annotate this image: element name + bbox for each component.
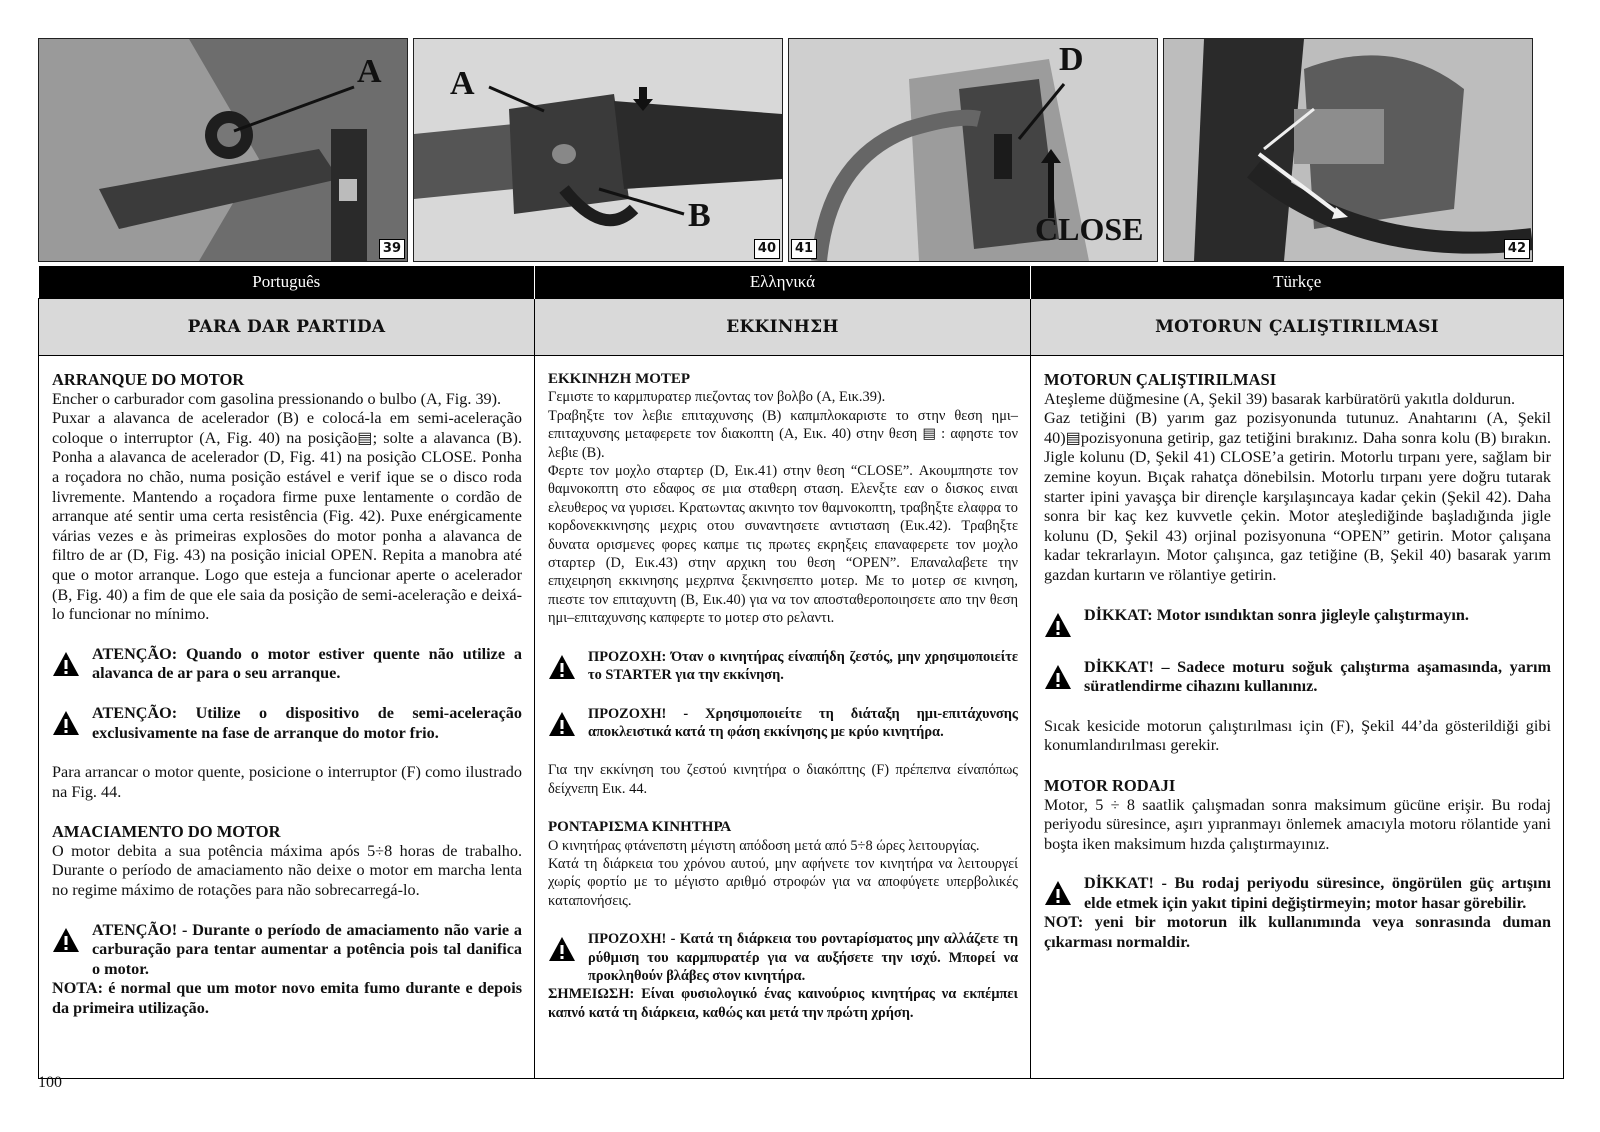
callout-a: A <box>450 65 475 102</box>
heading-engine-start: ARRANQUE DO MOTOR <box>52 370 245 389</box>
warning-text: DİKKAT: Motor ısındıktan sonra jigleyle çalıştırmayın. <box>1084 605 1469 624</box>
figure-41-photo <box>788 38 1158 262</box>
column-greek <box>535 356 1031 1079</box>
language-greek: Ελληνικά <box>535 266 1031 299</box>
warning-icon <box>548 936 576 962</box>
warning-text: ΠΡΟΖΟΧΗ! - Χρησιμοποιείτε τη διάταξη ημι-επιτάχυνσης αποκλειστικά κατά τη φάση εκκίνησης με κρύο κινητήρα. <box>588 705 1018 740</box>
text-part: ; solte a alavanca (B). Ponha a alavanca de acelerador (D, Fig. 41) na posição CLOSE. Ponha a roçadora no chão, numa posição estável e verif ique se o disco roda livremente. Mantendo a roçadora firme puxe lentamente o cordão de arranque até sentir uma certa resistência (Fig. 42). Puxe enérgicamente várias vezes e às primeiras explosões do motor ponha a alavanca de filtro de ar (D, Fig. 43) na posição inicial OPEN. Repita a manobra até que o motor arranque. Logo que esteja a funcionar aperte o acelerador (B, Fig. 40) a fim de que ele saia da posição de semi-aceleração e deixá-lo funcionar no mínimo. <box>52 428 522 624</box>
text-part: Τραβηξτε τον λεβιε επιταχυνσης (B) καπμπλοκαριστε το στην θεση ημι–επιταχυνσης μεταφερετε τον διακοπτη (A, Εικ. 40) στην θεση <box>548 407 1018 443</box>
paragraph-throttle <box>548 407 1018 462</box>
figure-42-photo <box>1163 38 1533 262</box>
warning-text: DİKKAT! - Bu rodaj periyodu süresince, öngörülen güç artışını elde etmek için yakıt tipini değiştirmeyin; motor hasar görebilir. <box>1084 874 1551 912</box>
heading-break-in: AMACIAMENTO DO MOTOR <box>52 822 281 842</box>
engine-closeup-illustration <box>39 39 407 261</box>
warning-2 <box>548 705 1018 742</box>
text-part: Puxar a alavanca de acelerador (B) e colocá-la em semi-aceleração coloque o interruptor (A, Fig. 40) na posição <box>52 409 522 447</box>
text-part: pozisyonuna getirip, gaz tetiğini bırakınız. Daha sonra kolu (B) bırakın. Jigle kolunu (D, Şekil 41) CLOSE’a getirin. Motorlu tırpanı yere, sağlam bir zemine koyun. Bıçak rahatça dönebilsin. Motorlu tırpanı yere doğru tutarak starter ipini yavaşça bir dirençle karşılaşıncaya kadar çekin (Şekil 42). Daha sonra bir kaç kez kuvvetle çekin. Motor ateşlediğinde başladığında jigle kolunu (D, Şekil 43) orjinal pozisyonuna “OPEN” getirin. Motor çalışana kadar tekrarlayın. Motor çalışınca, gaz tetiğine (B, Şekil 40) basarak yarım gazdan kurtarın ve rölantiye getirin. <box>1044 428 1551 584</box>
paragraph-start-procedure <box>52 409 522 625</box>
heading-engine-start: MOTORUN ÇALIŞTIRILMASI <box>1044 370 1277 389</box>
warning-icon <box>52 710 80 736</box>
paragraph-break-in-2: Κατά τη διάρκεια του χρόνου αυτού, μην αφήνετε τον κινητήρα να λειτουργεί χωρίς φορτίο με το μέγιστο αριθμό στροφών για να αποφύγετε υπερβολικές καταπονήσεις. <box>548 855 1018 909</box>
title-portuguese: PARA DAR PARTIDA <box>39 299 535 356</box>
warning-icon <box>1044 880 1072 906</box>
paragraph-start-procedure: Φερτε τον μοχλο σταρτερ (D, Εικ.41) στην θεση “CLOSE”. Ακουμπηστε τον θαμνοκοπτη στο εδαφος σε μια σταθερη σταση. Ελενξτε εαν ο δισκος ειναι ελευθερος να γυρισει. Κρατωντας ακινητο τον θαμνοκοπτη, τραβηξτε ελαφρα το κορδονεκκινησης μεχρις οτου συναντησετε αντισταση (Εικ.42). Τραβηξτε δυνατα ορισμενες φορες καπμε τις πρωτες εκρηξεις επαναφερετε τον μοχλο σταρτερ (D, Εικ.43) στην αρχικη του θεση “OPEN”. Επαναλαβετε την επιχειρηση εκκινησης μεχρπνα ξεκινησεπτο μοτερ. Με το μοτερ σε κινηση, πιεστε τον επιταχυντη (B, Εικ.40) για να τον αποσταθεροποιησετε απο την θεση ημι–επιταχυνσης καπφερτε το μοτερ στο ρελαντι. <box>548 463 1018 627</box>
paragraph-break-in: Motor, 5 ÷ 8 saatlik çalışmadan sonra maksimum gücüne erişir. Bu rodaj periyodu süresince, aşırı yıpranmayı önlemek amacıyla motoru rölantide yani boşta iken maksimum hızda çalıştırmayınız. <box>1044 795 1551 853</box>
note: NOTA: é normal que um motor novo emita fumo durante e depois da primeira utilização. <box>52 979 522 1018</box>
language-header-row <box>39 266 1564 299</box>
figure-strip <box>38 38 1563 262</box>
figure-number: 42 <box>1504 239 1530 259</box>
warning-text: ΠΡΟΖΟΧΗ! - Κατά τη διάρκεια του ροντaρίσματος μην αλλάζετε τη ρύθμιση του καρμπυρατέρ για να αυξήσετε την ισχύ. Μπορεί να προκληθούν βλάβες στον κινητήρα. <box>588 931 1018 984</box>
paragraph-break-in-1: O κινητήρας φτάνεπστη μέγιστη απόδοση μετά από 5÷8 ώρες λειτουργίας. <box>548 837 980 854</box>
warning-icon <box>1044 664 1072 690</box>
paragraph-start-procedure <box>1044 409 1551 585</box>
column-turkish <box>1031 356 1564 1079</box>
warning-text: DİKKAT! – Sadece moturu soğuk çalıştırma aşamasında, yarım süratlendirme cihazını kullanınız. <box>1084 657 1551 696</box>
warning-3 <box>548 930 1018 985</box>
paragraph-fill-carburettor: Γεμιστε το καρμπυρατερ πιεζοντας τον βολβο (A, Εικ.39). <box>548 389 886 406</box>
text-part: Gaz tetiğini (B) yarım gaz pozisyonunda tutunuz. Anahtarını (A, Şekil 40) <box>1044 409 1551 447</box>
warning-3 <box>1044 874 1551 913</box>
paragraph-hot-start: Sıcak kesicide motorun çalıştırılması için (F), Şekil 44’da gösterildiği gibi konumlandırılması gerekir. <box>1044 716 1551 755</box>
paragraph-fill-carburettor: Encher o carburador com gasolina pressionando o bulbo (A, Fig. 39). <box>52 389 502 408</box>
figure-40-photo <box>413 38 783 262</box>
paragraph-hot-start: Para arrancar o motor quente, posicione o interruptor (F) como ilustrado na Fig. 44. <box>52 763 522 801</box>
paragraph-fill-carburettor: Ateşleme düğmesine (A, Şekil 39) basarak karbüratörü yakıtla doldurun. <box>1044 389 1516 408</box>
language-turkish: Türkçe <box>1031 266 1564 299</box>
warning-icon <box>548 654 576 680</box>
warning-2 <box>52 704 522 743</box>
half-throttle-icon: ▤ <box>922 426 936 443</box>
instruction-table <box>38 266 1564 1079</box>
warning-text: ATENÇÃO! - Durante o período de amaciamento não varie a carburação para tentar aumentar a potência pois tal danifica o motor. <box>92 920 522 978</box>
warning-text: ATENÇÃO: Quando o motor estiver quente não utilize a alavanca de ar para o seu arranque. <box>92 644 522 683</box>
heading-engine-start: ΕΚΚΙΝΗΖΗ ΜΟΤΕΡ <box>548 371 691 387</box>
figure-number: 39 <box>379 239 405 259</box>
warning-icon <box>548 711 576 737</box>
warning-icon <box>52 927 80 953</box>
text-part: : αφηστε τον λεβιε (B). <box>548 426 1018 461</box>
column-portuguese <box>39 356 535 1079</box>
warning-text: ATENÇÃO: Utilize o dispositivo de semi-aceleração exclusivamente na fase de arranque do motor frio. <box>92 703 522 742</box>
callout-d: D <box>1059 41 1084 78</box>
warning-1 <box>548 648 1018 685</box>
title-turkish: MOTORUN ÇALIŞTIRILMASI <box>1031 299 1564 356</box>
heading-break-in: MOTOR RODAJI <box>1044 775 1176 795</box>
callout-close: CLOSE <box>1035 211 1144 247</box>
paragraph-break-in: O motor debita a sua potência máxima após 5÷8 horas de trabalho. Durante o período de amaciamento não deixe o motor em marcha lenta no regime máximo de rotações para não sobrecarregá-lo. <box>52 841 522 900</box>
warning-2 <box>1044 658 1551 697</box>
heading-break-in: ΡΟΝΤΑΡΙΣΜΑ ΚΙΝΗΤΗΡΑ <box>548 819 732 836</box>
half-throttle-icon: ▤ <box>357 428 373 447</box>
warning-1 <box>1044 606 1551 638</box>
figure-number: 41 <box>791 239 817 259</box>
warning-3 <box>52 921 522 980</box>
starter-pull-illustration <box>1164 39 1532 261</box>
warning-text: ΠΡΟΖΟΧΗ: Όταν ο κινητήρας είναπήδη ζεστός, μην χρησιμοποιείτε το STARTER για την εκκίνηση. <box>588 648 1018 684</box>
instruction-body-row <box>39 356 1564 1079</box>
callout-b: B <box>688 197 711 234</box>
note: ΣΗΜΕΙΩΣΗ: Είναι φυσιολογικό ένας καινούριος κινητήρας να εκπέμπει καπνό κατά τη διάρκεια, καθώς και μετά την πρώτη χρήση. <box>548 986 1018 1021</box>
note: NOT: yeni bir motorun ilk kullanımında veya sonrasında duman çıkarması normaldir. <box>1044 913 1551 952</box>
section-title-row <box>39 299 1564 356</box>
callout-a: A <box>357 53 382 90</box>
warning-icon <box>52 651 80 677</box>
figure-39-photo <box>38 38 408 262</box>
page-number: 100 <box>38 1074 62 1091</box>
warning-icon <box>1044 612 1072 638</box>
title-greek: ΕΚΚΙΝΗΣΗ <box>535 299 1031 356</box>
half-throttle-icon: ▤ <box>1065 428 1081 447</box>
warning-1 <box>52 645 522 684</box>
figure-number: 40 <box>754 239 780 259</box>
paragraph-hot-start: Για την εκκίνηση του ζεστού κινητήρα ο διακόπτης (F) πρέπεπνα είναπόπως δείχνεπη Εικ. 44. <box>548 762 1018 797</box>
language-portuguese: Português <box>39 266 535 299</box>
